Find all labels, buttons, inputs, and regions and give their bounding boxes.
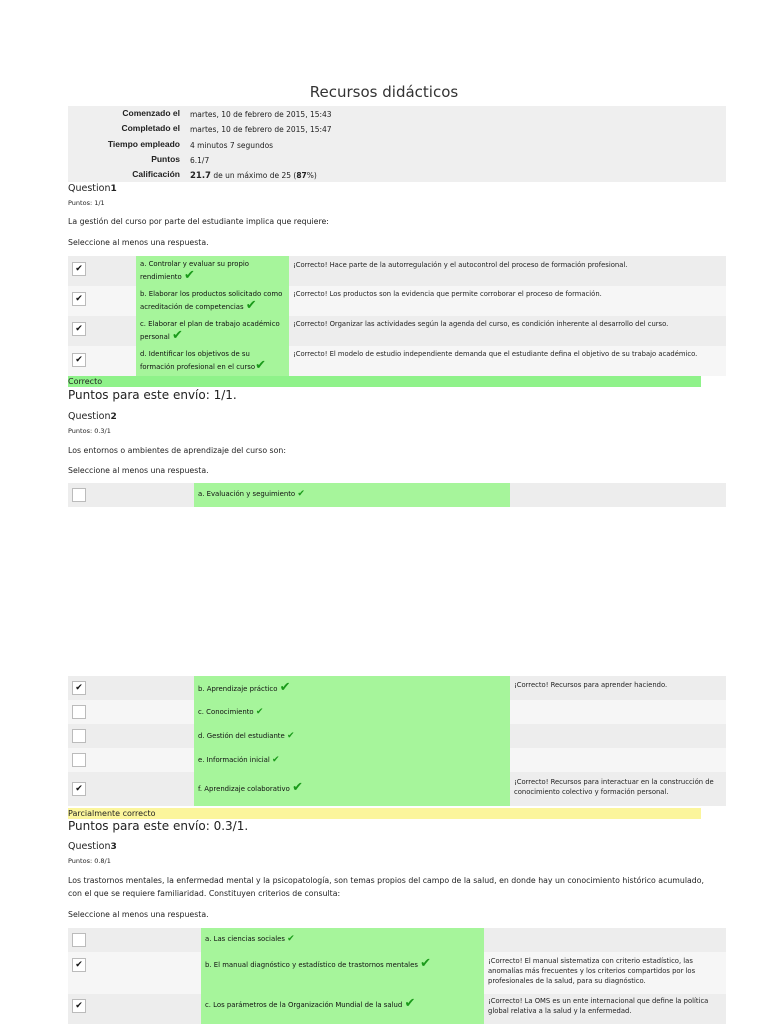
answer-text: b. El manual diagnóstico y estadístico de trastornos mentales ✔ [205,956,432,971]
question-3-heading [68,841,117,852]
summary-value: martes, 10 de febrero de 2015, 15:43 [190,110,332,119]
check-icon: ✔ [183,268,195,283]
check-icon: ✔ [245,298,257,313]
attempt-summary [68,106,726,182]
summary-value [190,171,317,181]
summary-row-grade [68,167,726,182]
answer-text: f. Aprendizaje colaborativo ✔ [198,780,303,795]
summary-row-points [68,152,726,167]
answer-row [68,748,726,772]
answer-row [68,952,726,994]
answer-feedback: ¡Correcto! Los productos son la evidencia que permite corroborar el proceso de formación. [293,290,602,298]
check-icon: ✔ [279,680,291,695]
check-icon: ✔ [272,755,280,765]
answer-row [68,724,726,748]
answer-text: a. Evaluación y seguimiento ✔ [198,489,305,499]
row-bg [68,676,194,700]
question-2-instruction: Seleccione al menos una respuesta. [68,466,209,475]
answer-row [68,994,726,1024]
summary-label: Comenzado el [122,108,180,118]
answer-checkbox[interactable] [72,729,86,743]
answer-row [68,316,726,346]
answer-text: c. Los parámetros de la Organización Mundial de la salud ✔ [205,996,416,1011]
summary-row-time [68,137,726,152]
question-1-text: La gestión del curso por parte del estudiante implica que requiere: [68,217,329,226]
answer-checkbox[interactable]: ✔ [72,262,86,276]
answer-checkbox[interactable]: ✔ [72,681,86,695]
answer-checkbox[interactable]: ✔ [72,958,86,972]
grade-text-end: %) [306,171,317,181]
answer-checkbox[interactable]: ✔ [72,353,86,367]
answer-feedback: ¡Correcto! Hace parte de la autorregulación y el autocontrol del proceso de formación profesional. [293,261,628,269]
answer-checkbox[interactable] [72,753,86,767]
answer-row [68,256,726,286]
row-bg [510,748,726,772]
answer-checkbox[interactable]: ✔ [72,999,86,1013]
answer-row [68,483,726,507]
check-icon: ✔ [255,707,264,717]
answer-row [68,700,726,724]
answer-checkbox[interactable]: ✔ [72,292,86,306]
answer-feedback: ¡Correcto! Recursos para aprender haciendo. [514,681,668,689]
grade-value: 21.7 [190,171,211,182]
row-bg [68,700,194,724]
question-label: Question [68,841,111,852]
answer-feedback: ¡Correcto! Recursos para interactuar en la construcción de conocimiento colectivo y formación personal. [514,778,714,796]
answer-row [68,928,726,952]
question-1-options [68,256,726,376]
answer-checkbox[interactable] [72,705,86,719]
question-2-options-part-1 [68,483,726,507]
answer-text: d. Gestión del estudiante ✔ [198,731,295,741]
check-icon: ✔ [255,358,266,373]
summary-label: Puntos [151,153,180,164]
question-3-instruction: Seleccione al menos una respuesta. [68,910,209,919]
check-icon: ✔ [171,328,183,343]
summary-label: Tiempo empleado [107,138,180,149]
question-2-points: Puntos: 0.3/1 [68,427,111,435]
question-label: Question [68,183,111,194]
answer-text: c. Conocimiento ✔ [198,707,264,717]
check-icon: ✔ [292,780,303,795]
answer-feedback: ¡Correcto! Organizar las actividades según la agenda del curso, es condición inherente al desarrollo del curso. [293,320,669,328]
summary-row-started [68,106,726,121]
answer-text: b. Aprendizaje práctico ✔ [198,680,291,695]
question-2-text: Los entornos o ambientes de aprendizaje del curso son: [68,446,286,455]
check-icon: ✔ [420,956,432,971]
summary-value: 4 minutos 7 segundos [190,140,274,150]
question-label: Question [68,411,111,422]
question-3-text: Los trastornos mentales, la enfermedad mental y la psicopatología, son temas propios del campo de la salud, en donde hay un conocimiento histórico acumulado, con el que se requiere familiaridad. Constituyen criterios de consulta: [68,876,704,898]
question-2-heading [68,411,117,422]
row-bg [510,724,726,748]
question-1-heading [68,183,117,194]
summary-value: martes, 10 de febrero de 2015, 15:47 [190,125,332,135]
answer-feedback: ¡Correcto! El modelo de estudio independiente demanda que el estudiante defina el objetivo de su trabajo académico. [293,350,698,358]
check-icon: ✔ [297,489,305,499]
check-icon: ✔ [286,731,295,741]
answer-checkbox[interactable]: ✔ [72,782,86,796]
answer-checkbox[interactable]: ✔ [72,322,86,336]
row-bg [68,748,194,772]
summary-value: 6.1/7 [190,155,210,165]
row-bg [68,724,194,748]
question-2-options-part-2 [68,676,726,806]
result-correct-banner: Correcto [68,376,701,387]
result-partial-banner: Parcialmente correcto [68,808,701,819]
question-1-points: Puntos: 1/1 [68,199,105,207]
grade-percent: 87 [296,171,307,181]
answer-feedback: ¡Correcto! El manual sistematiza con criterio estadístico, las anomalías más frecuentes y los criterios compartidos por los profesionales de la salud, para su diagnóstico. [488,957,696,985]
check-icon: ✔ [287,934,295,944]
question-3-options [68,928,726,1024]
answer-text: a. Las ciencias sociales ✔ [205,934,295,944]
answer-text: d. Identificar los objetivos de su formación profesional en el curso✔ [140,350,266,373]
page-title: Recursos didácticos [309,83,459,101]
question-2-score: Puntos para este envío: 0.3/1. [68,819,249,833]
question-number: 2 [110,412,117,422]
answer-feedback: ¡Correcto! La OMS es un ente internacional que define la política global relativa a la salud y la enfermedad. [488,997,709,1015]
answer-checkbox[interactable] [72,933,86,947]
answer-text: a. Controlar y evaluar su propio rendimiento ✔ [140,260,250,283]
answer-row [68,772,726,806]
answer-checkbox[interactable] [72,488,86,502]
question-number: 1 [110,184,117,194]
summary-label: Completado el [121,123,180,134]
question-3-points: Puntos: 0.8/1 [68,857,111,865]
answer-row [68,346,726,376]
summary-label: Calificación [132,169,180,180]
answer-row [68,286,726,316]
question-1-instruction: Seleccione al menos una respuesta. [68,238,209,247]
row-bg [510,700,726,724]
question-1-score: Puntos para este envío: 1/1. [68,388,237,402]
check-icon: ✔ [404,996,416,1011]
grade-text: de un máximo de 25 ( [210,171,297,181]
answer-row [68,676,726,700]
summary-row-completed [68,121,726,136]
answer-text: e. Información inicial ✔ [198,755,280,765]
answer-text: c. Elaborar el plan de trabajo académico personal ✔ [140,320,280,343]
row-bg [68,772,194,806]
question-number: 3 [110,842,117,852]
answer-text: b. Elaborar los productos solicitado como acreditación de competencias ✔ [140,290,283,313]
